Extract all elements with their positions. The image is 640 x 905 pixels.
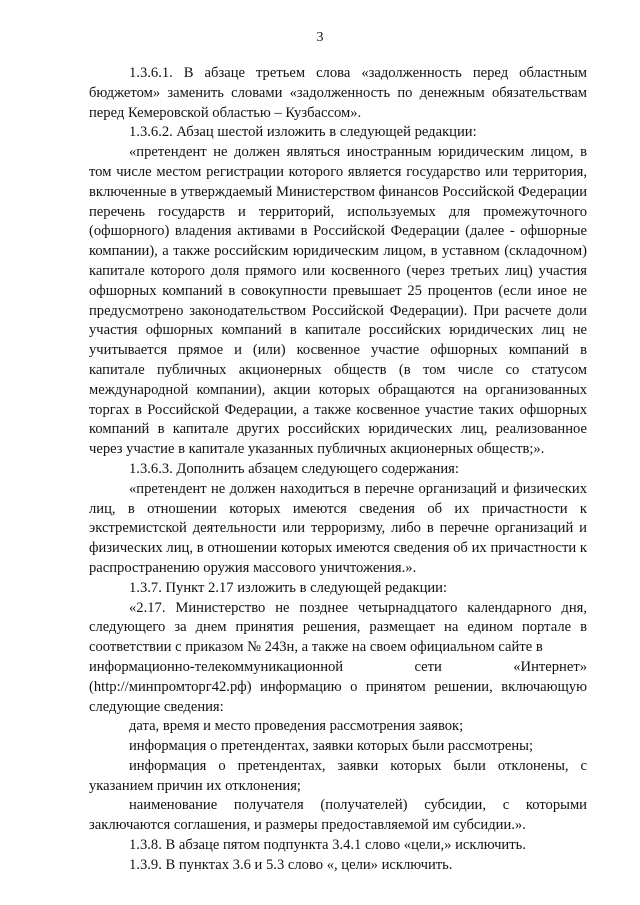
paragraph-2-17-end: (http://минпромторг42.рф) информацию о принятом решении, включающую следующие сведения: xyxy=(89,678,587,715)
paragraph-list-item-rejected: информация о претендентах, заявки которых были отклонены, с указанием причин их отклонения; xyxy=(89,757,587,794)
paragraph-extremism-requirement: «претендент не должен находиться в перечне организаций и физических лиц, в отношении которых имеются сведения об их причастности к экстремистской деятельности или терроризму, либо в перечне организаций и физических лиц, в отношении которых имеются сведения об их причастности к распространению оружия массового уничтожения.». xyxy=(89,480,587,576)
spread-word-2: сети xyxy=(414,658,442,675)
spread-word-1: информационно-телекоммуникационной xyxy=(89,658,344,675)
paragraph-2-17-start: «2.17. Министерство не позднее четырнадцатого календарного дня, следующего за днем принятия решения, размещает на едином портале в соответствии с приказом № 243н, а также на своем официальном сайте в xyxy=(89,599,587,656)
paragraph-list-item-recipients: наименование получателя (получателей) субсидии, с которыми заключаются соглашения, и размеры предоставляемой им субсидии.». xyxy=(89,797,587,834)
page-number: 3 xyxy=(316,30,324,45)
paragraph-1-3-9: 1.3.9. В пунктах 3.6 и 5.3 слово «, цели» исключить. xyxy=(129,856,453,873)
paragraph-2-17 xyxy=(89,599,587,718)
paragraph-list-item-date: дата, время и место проведения рассмотрения заявок; xyxy=(129,718,464,735)
paragraph-1-3-6-2: 1.3.6.2. Абзац шестой изложить в следующей редакции: xyxy=(129,124,477,141)
paragraph-1-3-6-3: 1.3.6.3. Дополнить абзацем следующего содержания: xyxy=(129,460,459,477)
spread-word-3: «Интернет» xyxy=(513,658,587,675)
paragraph-1-3-6-1: 1.3.6.1. В абзаце третьем слова «задолженность перед областным бюджетом» заменить словами «задолженность по денежным обязательствам перед Кемеровской областью – Кузбассом». xyxy=(89,65,587,121)
paragraph-1-3-7: 1.3.7. Пункт 2.17 изложить в следующей редакции: xyxy=(129,579,448,596)
paragraph-offshore-requirement: «претендент не должен являться иностранным юридическим лицом, в том числе местом регистрации которого является государство или территория, включенные в утверждаемый Министерством финансов Российской Федерации перечень государств и территорий, используемых для промежуточного (офшорного) владения активами в Российской Федерации (далее - офшорные компании), а также российским юридическим лицом, в уставном (складочном) капитале которого доля прямого или косвенного (через третьих лиц) участия офшорных компаний в совокупности превышает 25 процентов (если иное не предусмотрено законодательством Российской Федерации). При расчете доли участия офшорных компаний в капитале российских юридических лиц не учитывается прямое и (или) косвенное участие офшорных компаний в капитале публичных акционерных обществ (в том числе со статусом международной компании), акции которых обращаются на организованных торгах в Российской Федерации, а также косвенное участие таких офшорных компаний в капитале других российских юридических лиц, реализованное через участие в капитале указанных публичных акционерных обществ;». xyxy=(89,144,587,458)
document-body xyxy=(89,64,587,876)
paragraph-1-3-8: 1.3.8. В абзаце пятом подпункта 3.4.1 слово «цели,» исключить. xyxy=(129,837,526,854)
paragraph-list-item-reviewed: информация о претендентах, заявки которых были рассмотрены; xyxy=(129,738,533,755)
paragraph-2-17-spread-line xyxy=(89,658,587,678)
